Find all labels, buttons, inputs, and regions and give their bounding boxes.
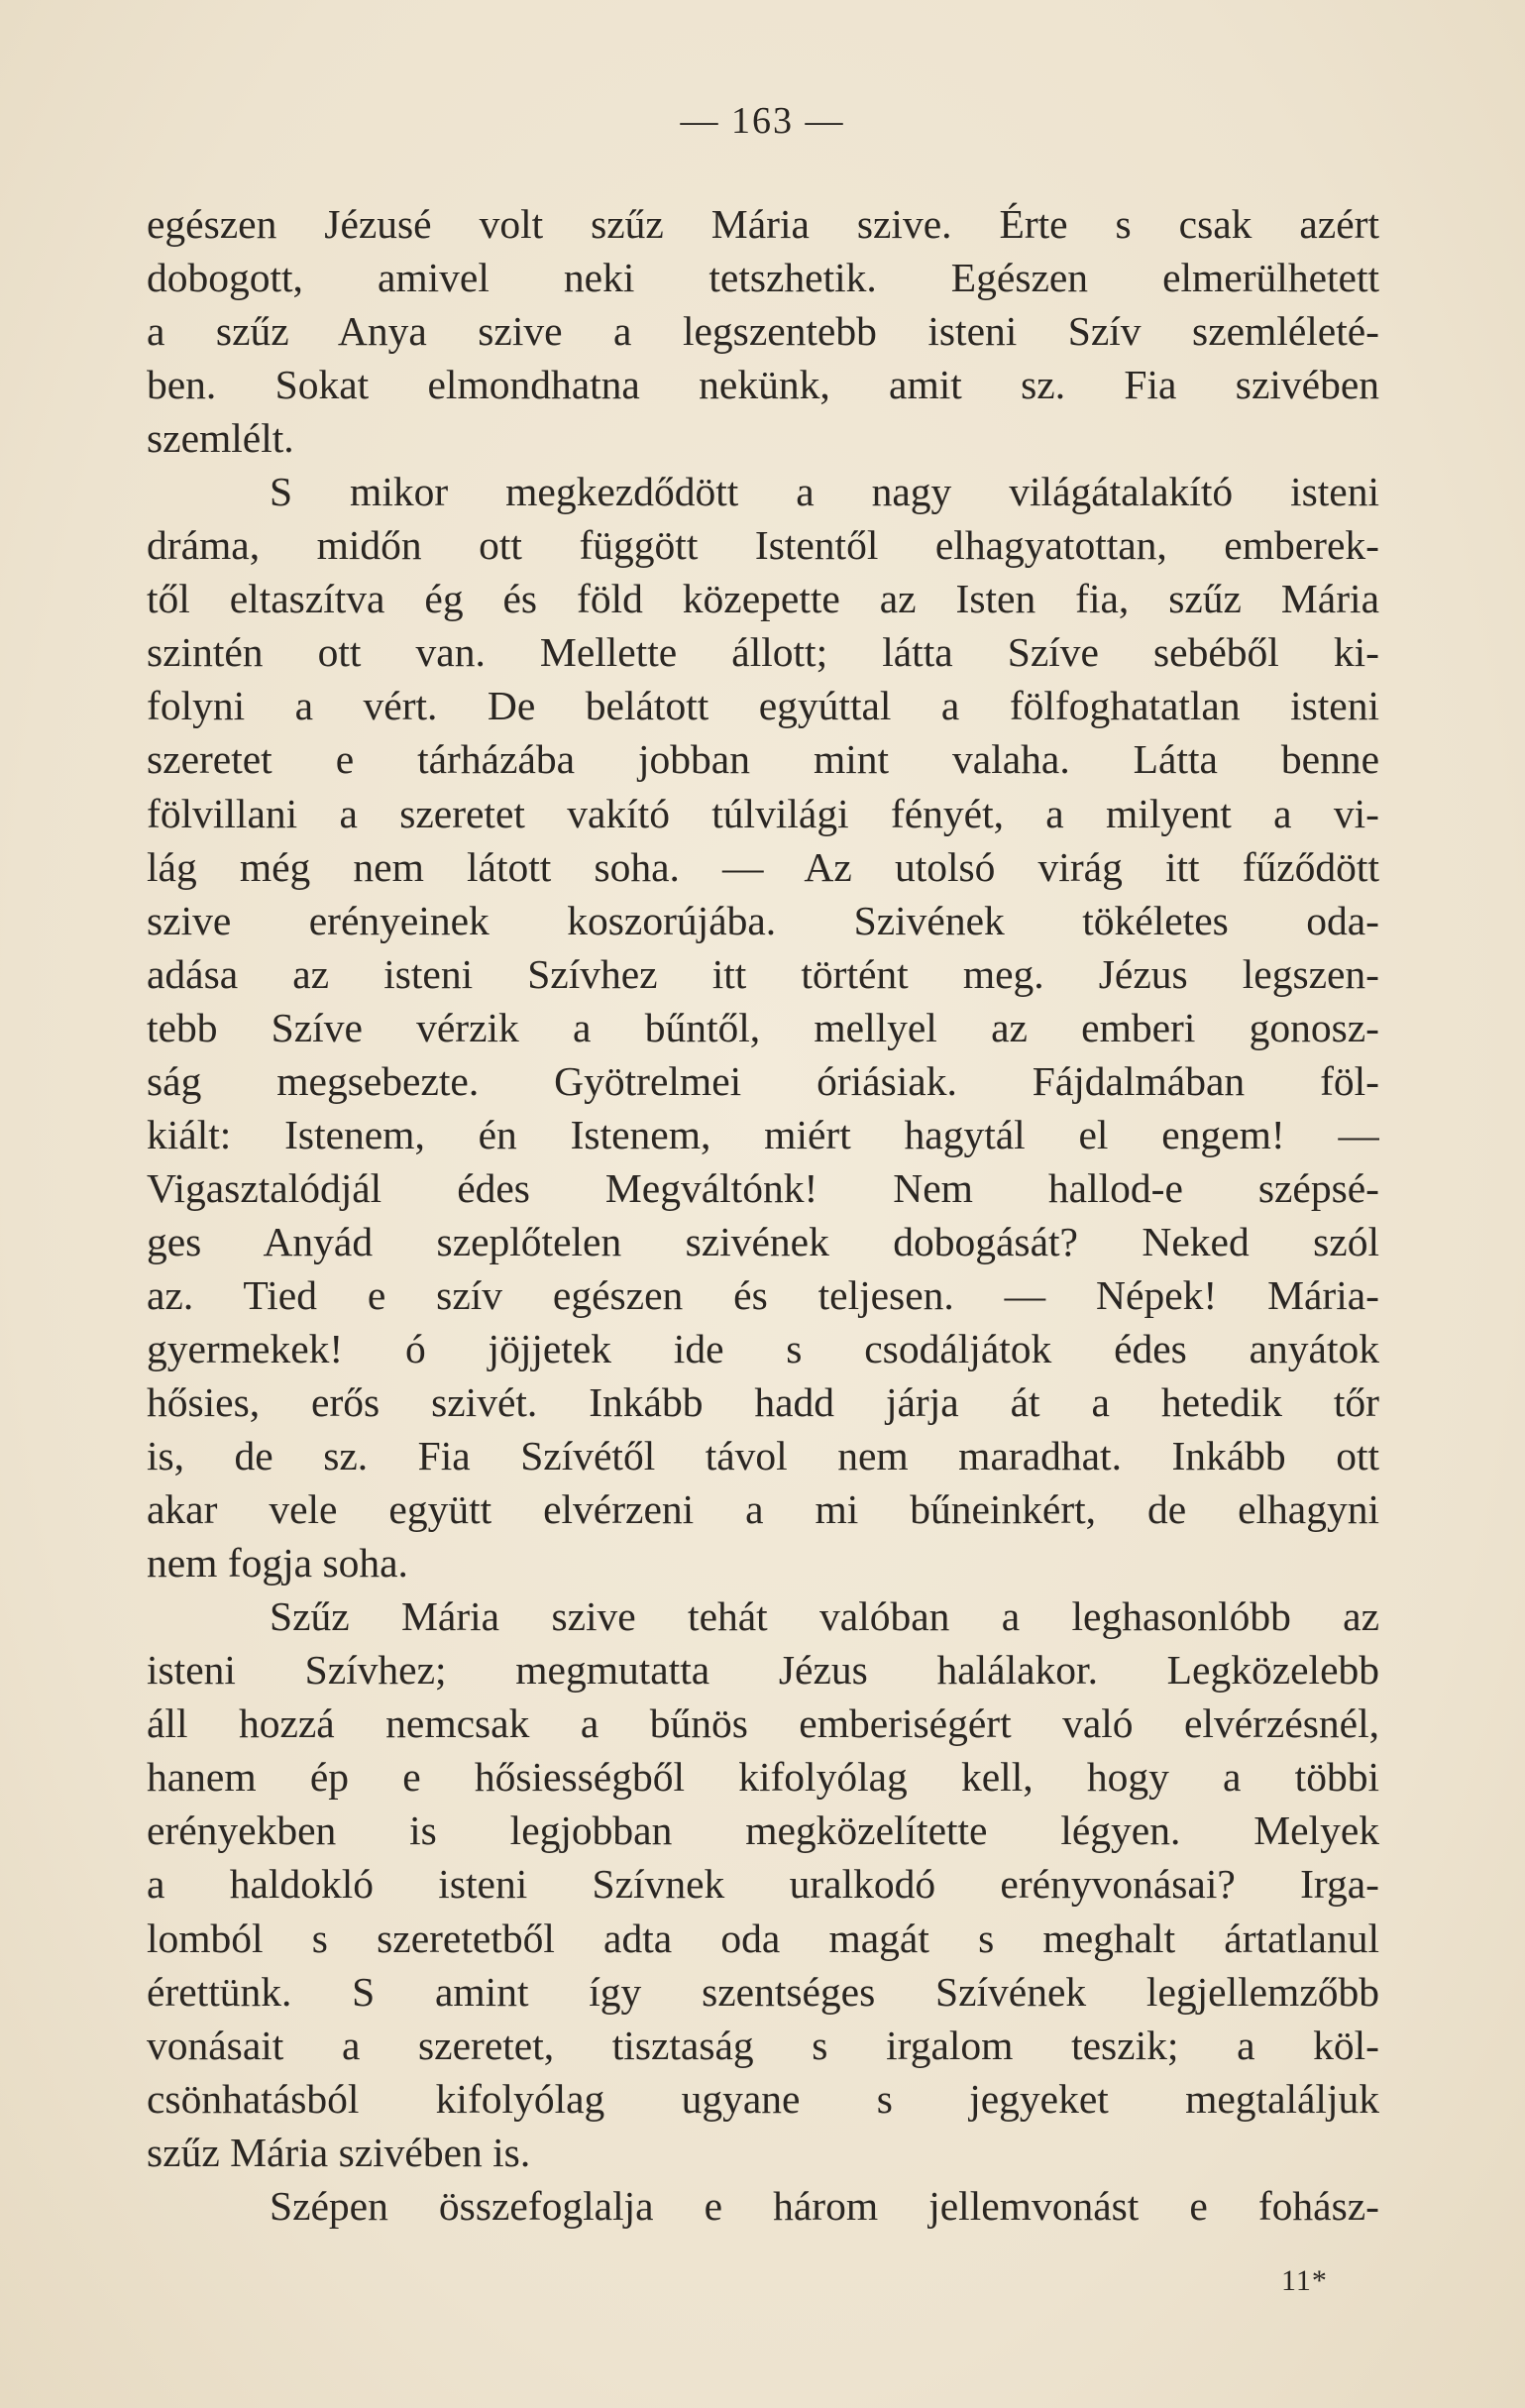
text-line: adása az isteni Szívhez itt történt meg. Jézus legszen- <box>147 950 1379 997</box>
text-line: lág még nem látott soha. — Az utolsó virág itt fűződött <box>147 843 1379 890</box>
text-line: szive erényeinek koszorújába. Szivének tökéletes oda- <box>147 897 1379 943</box>
text-line: akar vele együtt elvérzeni a mi bűneinkért, de elhagyni <box>147 1486 1379 1533</box>
text-line: szűz Mária szivében is. <box>147 2129 531 2175</box>
text-line: től eltaszítva ég és föld közepette az Isten fia, szűz Mária <box>147 576 1379 622</box>
text-line: dobogott, amivel neki tetszhetik. Egészen elmerülhetett <box>147 255 1379 301</box>
text-line: folyni a vért. De belátott egyúttal a fölfoghatatlan isteni <box>147 683 1379 729</box>
text-line: hanem ép e hősiességből kifolyólag kell, hogy a többi <box>147 1754 1379 1801</box>
text-line: is, de sz. Fia Szívétől távol nem maradhat. Inkább ott <box>147 1433 1379 1479</box>
text-line: lomból s szeretetből adta oda magát s meghalt ártatlanul <box>147 1915 1379 1961</box>
text-line: az. Tied e szív egészen és teljesen. — Népek! Mária- <box>147 1271 1379 1318</box>
text-line: dráma, midőn ott függött Istentől elhagyatottan, emberek- <box>147 522 1379 569</box>
text-line: hősies, erős szivét. Inkább hadd járja át a hetedik tőr <box>147 1379 1379 1426</box>
text-line: kiált: Istenem, én Istenem, miért hagytál el engem! — <box>147 1111 1379 1157</box>
text-line: fölvillani a szeretet vakító túlvilági fényét, a milyent a vi- <box>147 790 1379 836</box>
text-line: szintén ott van. Mellette állott; látta Szíve sebéből ki- <box>147 629 1379 676</box>
body-text <box>147 197 1379 2233</box>
paragraph-first-line: Szépen összefoglalja e három jellemvonást e fohász- <box>270 2182 1379 2229</box>
text-line: érettünk. S amint így szentséges Szívének legjellemzőbb <box>147 1968 1379 2015</box>
text-line: szemlélt. <box>147 415 294 462</box>
text-line: a szűz Anya szive a legszentebb isteni Szív szemléleté- <box>147 308 1379 355</box>
text-line: ben. Sokat elmondhatna nekünk, amit sz. Fia szivében <box>147 362 1379 408</box>
text-line: a haldokló isteni Szívnek uralkodó erényvonásai? Irga- <box>147 1861 1379 1908</box>
text-line: erényekben is legjobban megközelítette légyen. Melyek <box>147 1807 1379 1854</box>
paragraph-first-line: Szűz Mária szive tehát valóban a leghasonlóbb az <box>270 1593 1379 1640</box>
text-line: Vigasztalódjál édes Megváltónk! Nem hallod-e szépsé- <box>147 1164 1379 1211</box>
page-number-header: — 163 — <box>680 100 845 142</box>
text-line: áll hozzá nemcsak a bűnös emberiségért való elvérzésnél, <box>147 1700 1379 1747</box>
signature-mark: 11* <box>1281 2264 1328 2297</box>
text-line: nem fogja soha. <box>147 1540 408 1587</box>
text-line: csönhatásból kifolyólag ugyane s jegyeket megtaláljuk <box>147 2075 1379 2122</box>
text-line: egészen Jézusé volt szűz Mária szive. Érte s csak azért <box>147 201 1379 247</box>
text-line: ság megsebezte. Gyötrelmei óriásiak. Fájdalmában föl- <box>147 1057 1379 1104</box>
text-line: ges Anyád szeplőtelen szivének dobogását? Neked szól <box>147 1218 1379 1264</box>
text-line: gyermekek! ó jöjjetek ide s csodáljátok édes anyátok <box>147 1325 1379 1371</box>
text-line: vonásait a szeretet, tisztaság s irgalom teszik; a köl- <box>147 2022 1379 2068</box>
text-line: szeretet e tárházába jobban mint valaha. Látta benne <box>147 736 1379 783</box>
text-line: tebb Szíve vérzik a bűntől, mellyel az emberi gonosz- <box>147 1004 1379 1050</box>
paragraph-first-line: S mikor megkezdődött a nagy világátalakító isteni <box>270 469 1379 515</box>
text-line: isteni Szívhez; megmutatta Jézus halálakor. Legközelebb <box>147 1647 1379 1694</box>
